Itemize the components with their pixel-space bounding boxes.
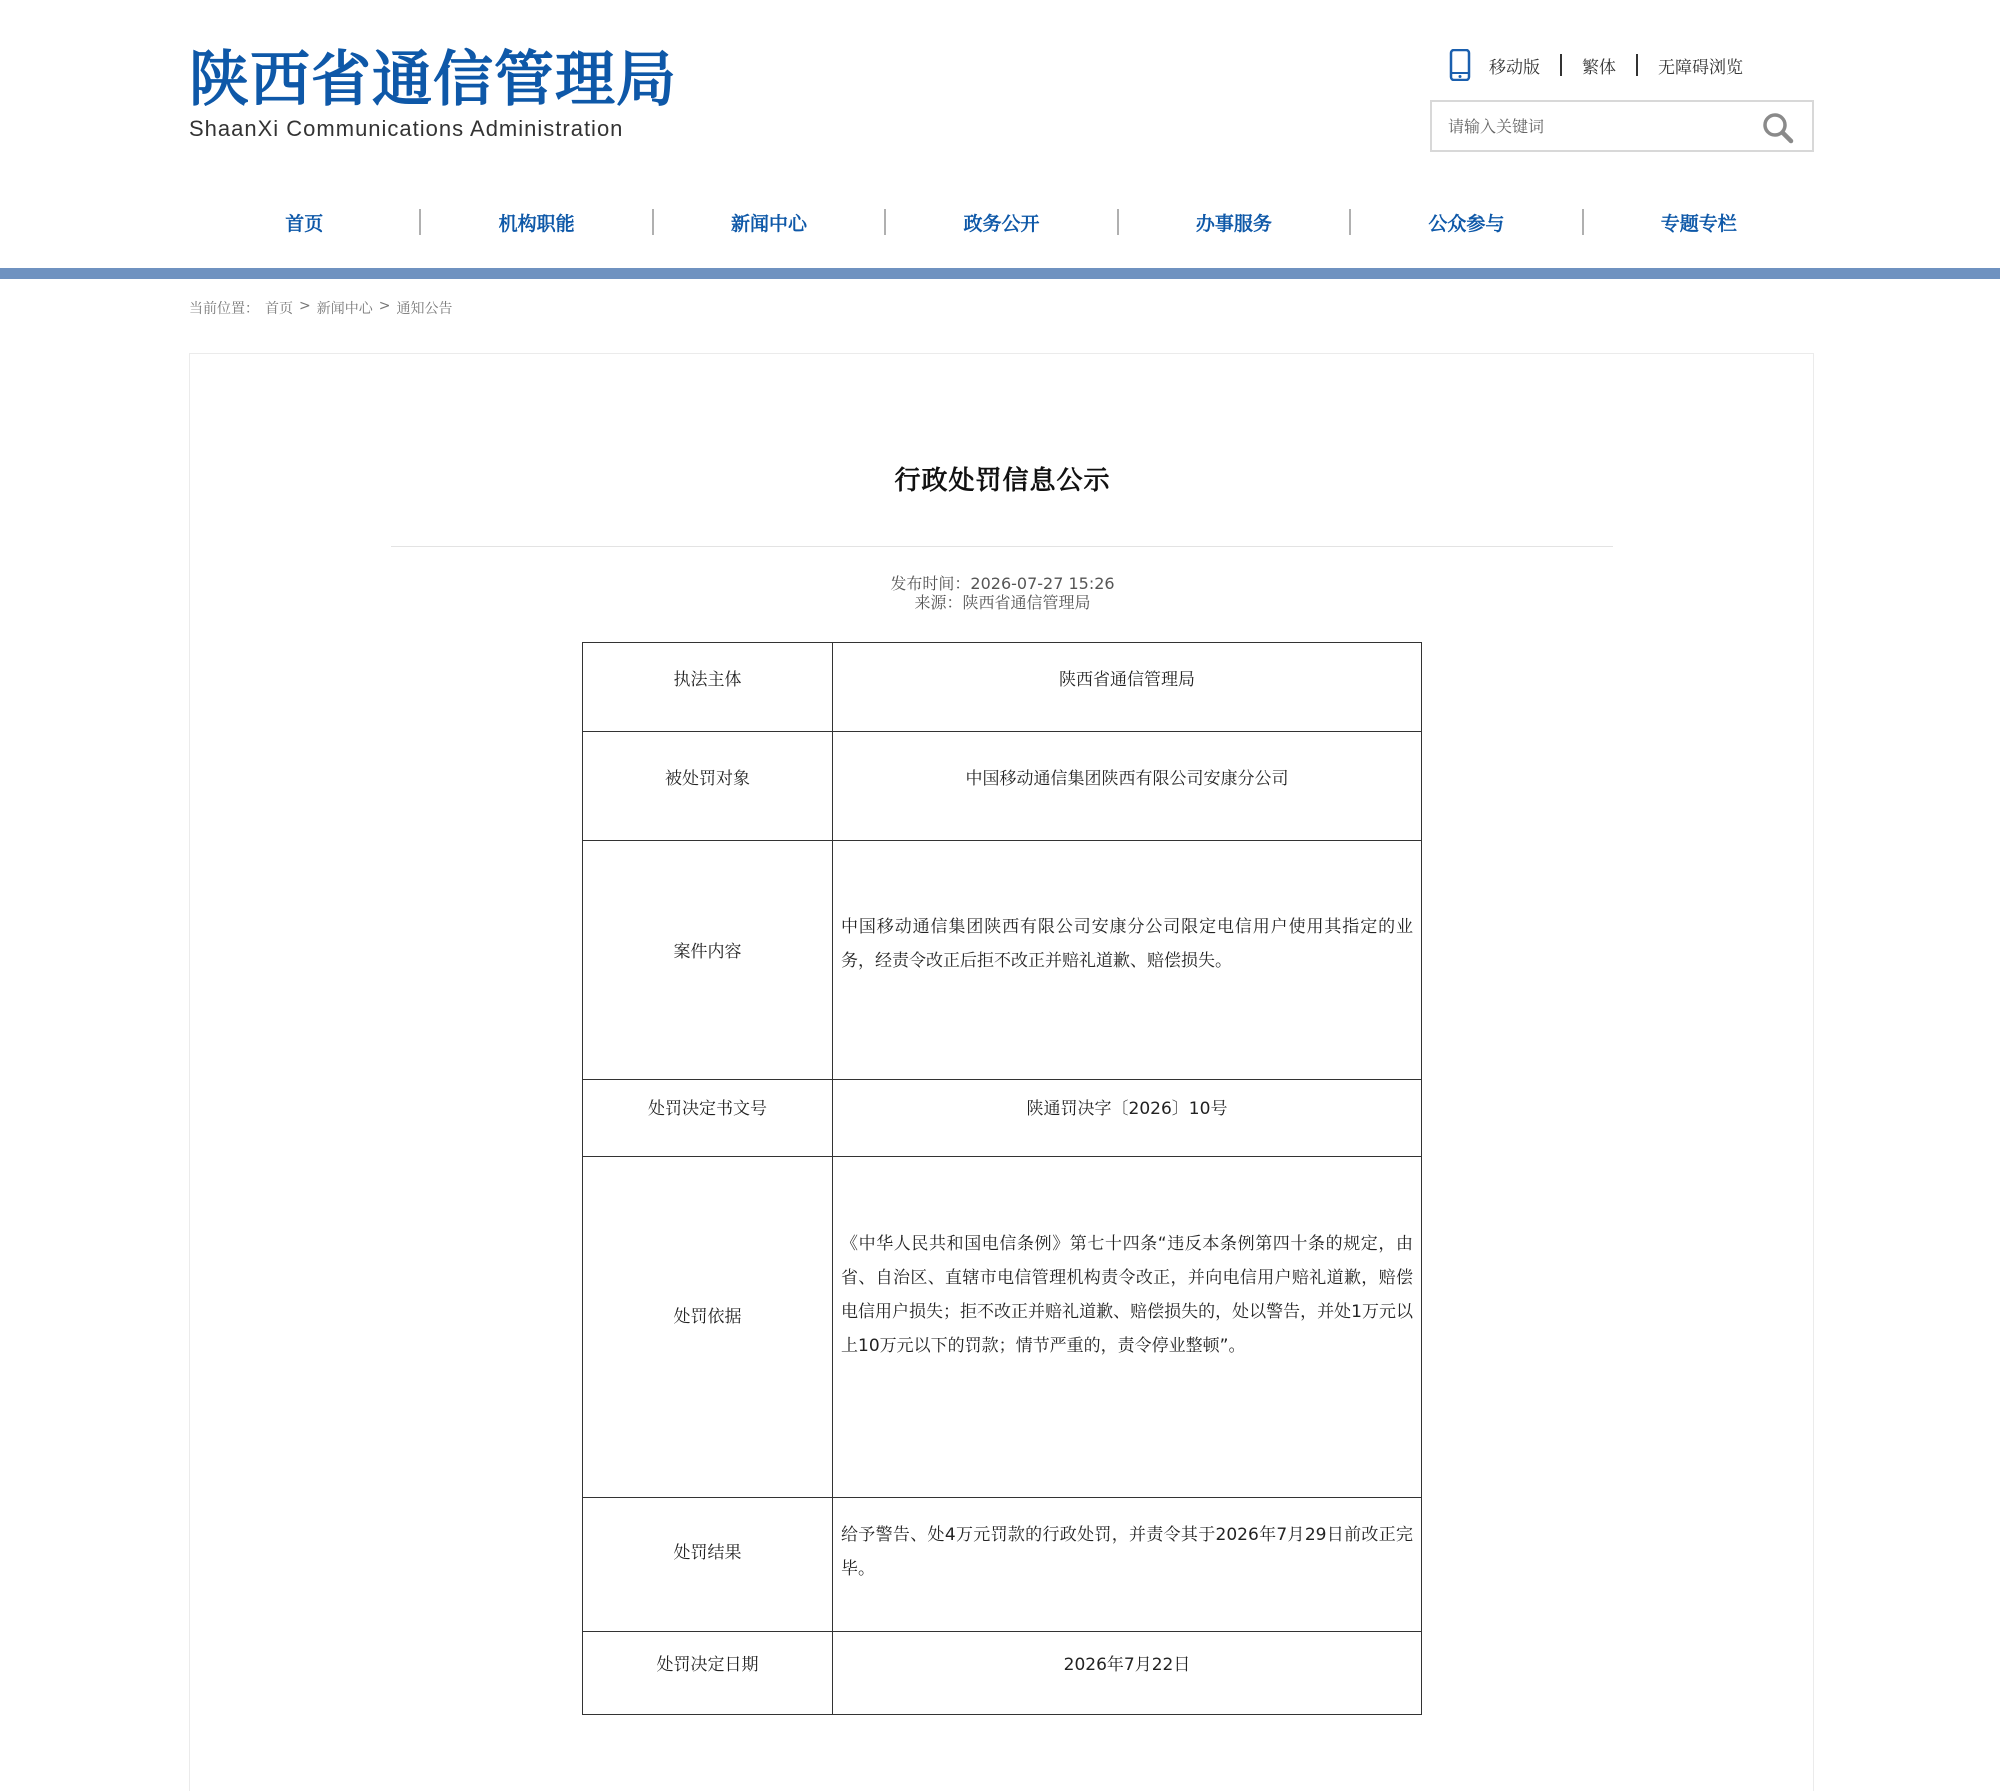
row-value-text: 给予警告、处4万元罚款的行政处罚，并责令其于2026年7月29日前改正完毕。 — [841, 1525, 1413, 1579]
traditional-chinese-link[interactable]: 繁体 — [1582, 57, 1616, 78]
article-title: 行政处罚信息公示 — [894, 466, 1111, 496]
table-row — [583, 1157, 1422, 1498]
nav-item-topics[interactable]: 专题专栏 — [1660, 212, 1737, 235]
table-row — [583, 732, 1422, 841]
accessibility-link[interactable]: 无障碍浏览 — [1658, 57, 1743, 78]
row-value — [833, 1498, 1422, 1632]
row-value — [833, 841, 1422, 1080]
breadcrumb-news[interactable]: 新闻中心 — [316, 301, 373, 317]
table-row — [583, 1080, 1422, 1157]
row-label-text: 处罚决定日期 — [656, 1655, 759, 1675]
site-logo-subtitle[interactable]: ShaanXi Communications Administration — [189, 116, 624, 141]
row-value-text: 2026年7月22日 — [1063, 1655, 1191, 1675]
search-box — [1430, 100, 1814, 152]
table-row — [583, 841, 1422, 1080]
article-meta — [190, 574, 1815, 612]
divider — [1636, 54, 1638, 76]
row-label — [583, 732, 833, 841]
penalty-info-table — [582, 642, 1422, 1715]
breadcrumb-separator: > — [299, 298, 311, 314]
row-label-text: 案件内容 — [673, 942, 742, 962]
title-divider — [391, 546, 1613, 547]
breadcrumb — [189, 298, 452, 318]
row-value — [833, 732, 1422, 841]
divider — [1560, 54, 1562, 76]
row-value-text: 陕通罚决字〔2026〕10号 — [1026, 1099, 1228, 1119]
main-nav — [189, 200, 1814, 244]
breadcrumb-prefix: 当前位置： — [189, 301, 259, 317]
nav-item-services[interactable]: 办事服务 — [1195, 212, 1272, 235]
nav-item-participation[interactable]: 公众参与 — [1428, 212, 1505, 235]
row-label-text: 处罚决定书文号 — [648, 1099, 767, 1119]
nav-item-home[interactable]: 首页 — [285, 212, 324, 235]
breadcrumb-home[interactable]: 首页 — [265, 301, 293, 317]
row-label-text: 处罚结果 — [673, 1543, 742, 1563]
table-row — [583, 643, 1422, 732]
search-icon[interactable] — [1762, 112, 1794, 144]
row-label — [583, 1632, 833, 1715]
site-logo-title[interactable]: 陕西省通信管理局 — [189, 45, 677, 115]
row-value-text: 中国移动通信集团陕西有限公司安康分公司 — [965, 769, 1289, 789]
search-input[interactable] — [1448, 112, 1748, 140]
article-source: 来源：陕西省通信管理局 — [914, 593, 1091, 612]
nav-item-gov-affairs[interactable]: 政务公开 — [963, 212, 1040, 235]
row-label — [583, 1157, 833, 1498]
row-value-text: 中国移动通信集团陕西有限公司安康分公司限定电信用户使用其指定的业务，经责令改正后拒不改正并赔礼道歉、赔偿损失。 — [841, 917, 1413, 971]
mobile-version-link[interactable]: 移动版 — [1489, 57, 1540, 78]
nav-item-news[interactable]: 新闻中心 — [731, 212, 808, 235]
mobile-phone-icon — [1449, 49, 1471, 81]
publish-time: 发布时间：2026-07-27 15:26 — [890, 574, 1115, 593]
row-value — [833, 1157, 1422, 1498]
row-label-text: 被处罚对象 — [665, 769, 750, 789]
row-label — [583, 643, 833, 732]
row-value — [833, 1080, 1422, 1157]
row-value — [833, 1632, 1422, 1715]
row-label — [583, 1080, 833, 1157]
breadcrumb-separator: > — [378, 298, 391, 314]
article-card — [189, 353, 1814, 1791]
breadcrumb-notices[interactable]: 通知公告 — [396, 301, 453, 317]
row-value-text: 陕西省通信管理局 — [1059, 670, 1195, 690]
site-header — [0, 0, 2000, 180]
row-label-text: 处罚依据 — [673, 1307, 742, 1327]
nav-item-functions[interactable]: 机构职能 — [498, 212, 575, 235]
nav-accent-bar — [0, 268, 2000, 279]
row-value-text: 《中华人民共和国电信条例》第七十四条“违反本条例第四十条的规定，由省、自治区、直辖市电信管理机构责令改正，并向电信用户赔礼道歉，赔偿电信用户损失；拒不改正并赔礼道歉、赔偿损失的，处以警告，并处1万元以上10万元以下的罚款；情节严重的，责令停业整顿”。 — [841, 1234, 1413, 1356]
top-links — [1449, 48, 1743, 82]
row-label — [583, 1498, 833, 1632]
row-label-text: 执法主体 — [673, 670, 742, 690]
row-label — [583, 841, 833, 1080]
table-row — [583, 1632, 1422, 1715]
row-value — [833, 643, 1422, 732]
table-row — [583, 1498, 1422, 1632]
